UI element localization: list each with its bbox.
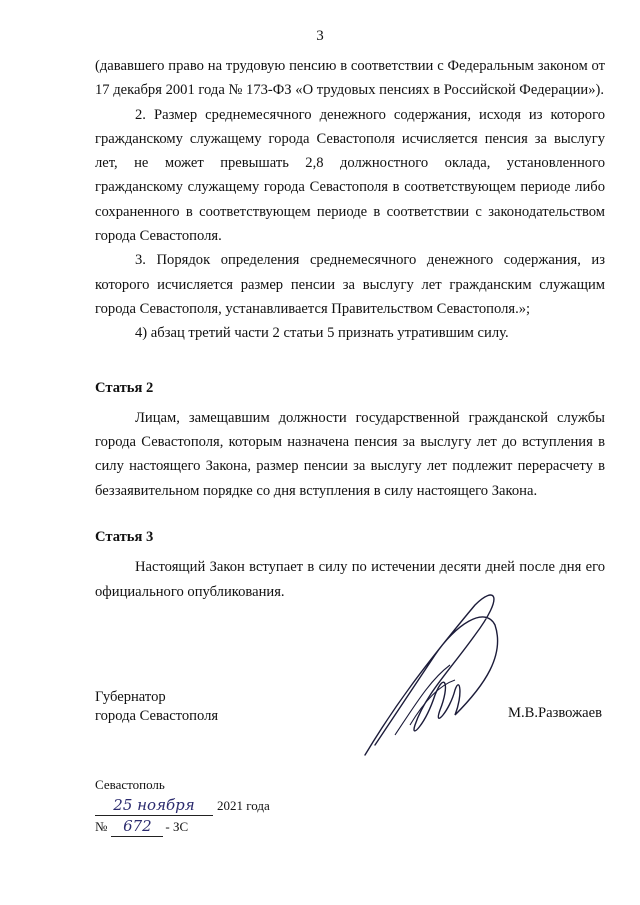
page-number: 3 — [316, 28, 324, 44]
governor-title — [95, 688, 218, 726]
year-text: 2021 года — [217, 798, 270, 813]
article-3-text: Настоящий Закон вступает в силу по истечении десяти дней после дня его официального опубликования. — [95, 559, 605, 600]
paragraph-item-2: 2. Размер среднемесячного денежного содержания, исходя из которого гражданскому служащему города Севастополя исчисляется пенсия за выслугу лет, не может превышать 2,8 должностного оклада, установленного гражданскому служащему города Севастополя в соответствующем периоде либо сохраненного в соответствующем периоде в соответствии с законодательством города Севастополя. — [95, 106, 605, 245]
date-line — [95, 795, 270, 816]
document-body — [95, 54, 605, 604]
paragraph-item-3: 3. Порядок определения среднемесячного денежного содержания, из которого исчисляется размер пенсии за выслугу лет гражданским служащим города Севастополя, устанавливается Правительством Севастополя.»; — [95, 252, 605, 317]
governor-name: М.В.Развожаев — [508, 705, 603, 721]
handwritten-number: 672 — [111, 816, 163, 837]
number-suffix: - ЗС — [165, 819, 189, 834]
article-3-heading: Статья 3 — [95, 529, 154, 546]
handwritten-date: 25 ноября — [95, 795, 213, 816]
governor-title-line2: города Севастополя — [95, 708, 219, 724]
number-sign: № — [95, 819, 108, 834]
city-name: Севастополь — [95, 777, 165, 792]
number-line — [95, 816, 270, 837]
article-2-text: Лицам, замещавшим должности государственной гражданской службы города Севастополя, которым назначена пенсия за выслугу лет до вступления в силу настоящего Закона, размер пенсии за выслугу лет подлежит перерасчету в беззаявительном порядке со дня вступления в силу настоящего Закона. — [95, 409, 605, 499]
paragraph-item-4: 4) абзац третий части 2 статьи 5 признать утратившим силу. — [135, 325, 509, 342]
governor-title-line1: Губернатор — [95, 689, 166, 705]
article-2-heading: Статья 2 — [95, 379, 154, 396]
document-footer — [95, 775, 270, 837]
handwritten-signature — [355, 585, 515, 770]
paragraph-continuation: (дававшего право на трудовую пенсию в соответствии с Федеральным законом от 17 декабря 2001 года № 173-ФЗ «О трудовых пенсиях в Российской Федерации»). — [95, 58, 605, 99]
